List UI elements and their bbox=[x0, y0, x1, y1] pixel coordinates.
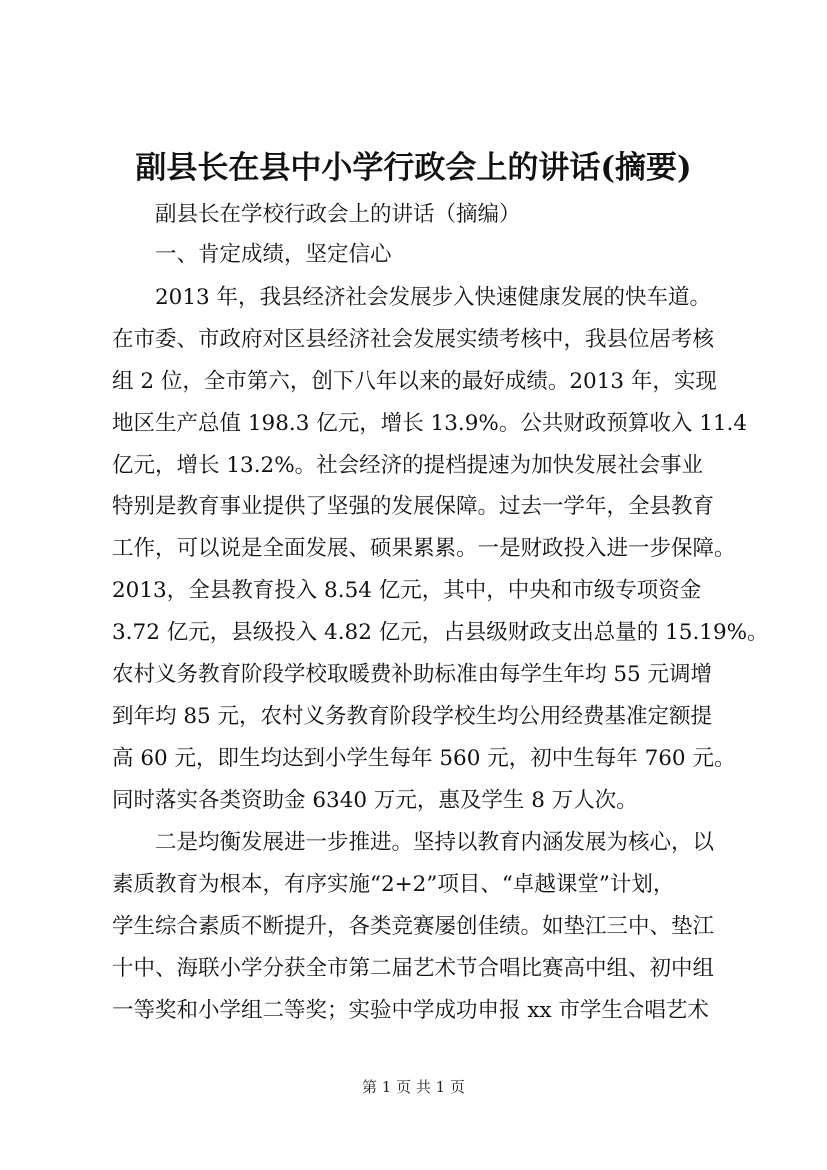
paragraph-line: 学生综合素质不断提升，各类竞赛屡创佳绩。如垫江三中、垫江 bbox=[112, 914, 715, 939]
paragraph-line: 特别是教育事业提供了坚强的发展保障。过去一学年，全县教育 bbox=[112, 494, 715, 519]
document-subtitle: 副县长在学校行政会上的讲话（摘编） bbox=[155, 202, 521, 227]
paragraph-line: 素质教育为根本，有序实施“2+2”项目、“卓越课堂”计划， bbox=[112, 872, 675, 897]
paragraph-line: 在市委、市政府对区县经济社会发展实绩考核中，我县位居考核 bbox=[112, 327, 715, 352]
paragraph-line: 一等奖和小学组二等奖；实验中学成功申报 xx 市学生合唱艺术 bbox=[112, 998, 709, 1023]
paragraph-line: 亿元，增长 13.2%。社会经济的提档提速为加快发展社会事业 bbox=[112, 453, 704, 478]
paragraph-line: 二是均衡发展进一步推进。坚持以教育内涵发展为核心，以 bbox=[155, 830, 715, 855]
paragraph-line: 2013 年，我县经济社会发展步入快速健康发展的快车道。 bbox=[155, 285, 712, 310]
section-heading: 一、肯定成绩，坚定信心 bbox=[155, 242, 392, 267]
page-number-footer: 第 1 页 共 1 页 bbox=[362, 1078, 465, 1096]
paragraph-line: 3.72 亿元，县级投入 4.82 亿元，占县级财政支出总量的 15.19%。 bbox=[112, 620, 769, 645]
paragraph-line: 组 2 位，全市第六，创下八年以来的最好成绩。2013 年，实现 bbox=[112, 369, 717, 394]
document-title: 副县长在县中小学行政会上的讲话(摘要) bbox=[135, 150, 692, 186]
paragraph-line: 2013，全县教育投入 8.54 亿元，其中，中央和市级专项资金 bbox=[112, 578, 702, 603]
paragraph-line: 同时落实各类资助金 6340 万元，惠及学生 8 万人次。 bbox=[112, 788, 638, 813]
paragraph-line: 高 60 元，即生均达到小学生每年 560 元，初中生每年 760 元。 bbox=[112, 746, 736, 771]
paragraph-line: 十中、海联小学分获全市第二届艺术节合唱比赛高中组、初中组 bbox=[112, 956, 715, 981]
paragraph-line: 到年均 85 元，农村义务教育阶段学校生均公用经费基准定额提 bbox=[112, 704, 713, 729]
paragraph-line: 工作，可以说是全面发展、硕果累累。一是财政投入进一步保障。 bbox=[112, 536, 736, 561]
paragraph-line: 农村义务教育阶段学校取暖费补助标准由每学生年均 55 元调增 bbox=[112, 662, 713, 687]
paragraph-line: 地区生产总值 198.3 亿元，增长 13.9%。公共财政预算收入 11.4 bbox=[112, 411, 748, 436]
